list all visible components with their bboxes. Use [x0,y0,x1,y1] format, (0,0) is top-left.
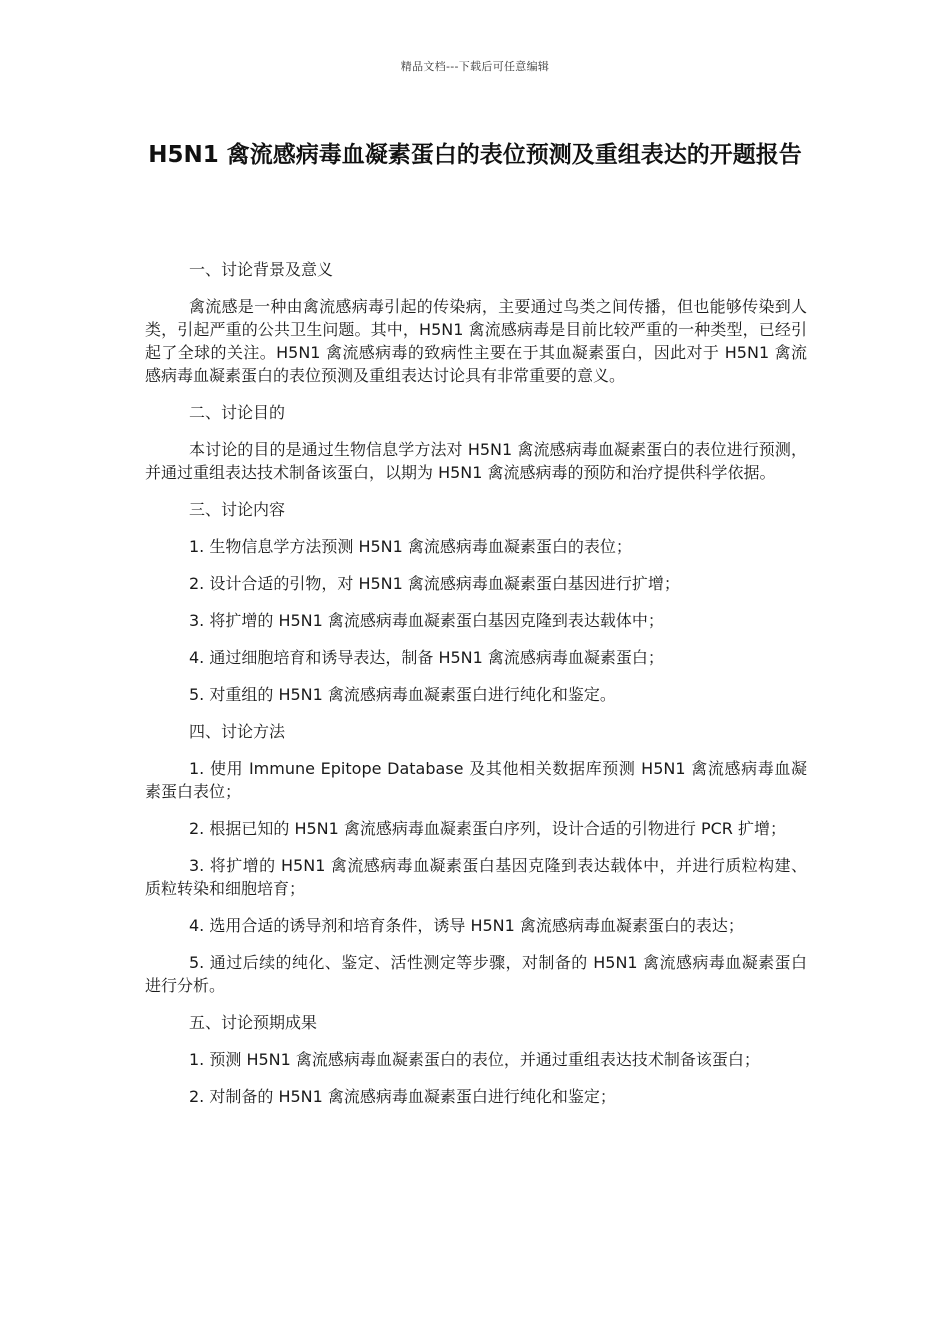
section-heading-outcomes: 五、讨论预期成果 [189,1013,318,1032]
list-item-outcomes-2: 2. 对制备的 H5N1 禽流感病毒血凝素蛋白进行纯化和鉴定； [189,1087,616,1106]
list-item-content-3: 3. 将扩增的 H5N1 禽流感病毒血凝素蛋白基因克隆到表达载体中； [189,611,664,630]
list-item-content-5: 5. 对重组的 H5N1 禽流感病毒血凝素蛋白进行纯化和鉴定。 [189,685,616,704]
section-heading-methods: 四、讨论方法 [189,722,286,741]
paragraph-background: 禽流感是一种由禽流感病毒引起的传染病，主要通过鸟类之间传播，但也能够传染到人类，引起严重的公共卫生问题。其中，H5N1 禽流感病毒是目前比较严重的一种类型，已经引起了全球的关注。H5N1 禽流感病毒的致病性主要在于其血凝素蛋白，因此对于 H5N1 禽流感病毒血凝素蛋白的表位预测及重组表达讨论具有非常重要的意义。 [145,297,807,385]
section-heading-background: 一、讨论背景及意义 [189,260,334,279]
paragraph-purpose: 本讨论的目的是通过生物信息学方法对 H5N1 禽流感病毒血凝素蛋白的表位进行预测，并通过重组表达技术制备该蛋白，以期为 H5N1 禽流感病毒的预防和治疗提供科学依据。 [145,440,807,482]
list-item-methods-5: 5. 通过后续的纯化、鉴定、活性测定等步骤，对制备的 H5N1 禽流感病毒血凝素蛋白进行分析。 [145,953,807,995]
section-heading-purpose: 二、讨论目的 [189,403,286,422]
list-item-outcomes-1: 1. 预测 H5N1 禽流感病毒血凝素蛋白的表位，并通过重组表达技术制备该蛋白； [189,1050,760,1069]
list-item-methods-2: 2. 根据已知的 H5N1 禽流感病毒血凝素蛋白序列，设计合适的引物进行 PCR 扩增； [189,819,786,838]
list-item-content-2: 2. 设计合适的引物，对 H5N1 禽流感病毒血凝素蛋白基因进行扩增； [189,574,680,593]
document-body [145,258,807,1122]
section-heading-content: 三、讨论内容 [189,500,286,519]
list-item-methods-1: 1. 使用 Immune Epitope Database 及其他相关数据库预测 H5N1 禽流感病毒血凝素蛋白表位； [145,759,807,801]
list-item-methods-4: 4. 选用合适的诱导剂和培育条件，诱导 H5N1 禽流感病毒血凝素蛋白的表达； [189,916,744,935]
list-item-content-4: 4. 通过细胞培育和诱导表达，制备 H5N1 禽流感病毒血凝素蛋白； [189,648,664,667]
document-title: H5N1 禽流感病毒血凝素蛋白的表位预测及重组表达的开题报告 [148,142,802,168]
header-note: 精品文档---下载后可任意编辑 [400,60,550,73]
list-item-methods-3: 3. 将扩增的 H5N1 禽流感病毒血凝素蛋白基因克隆到表达载体中，并进行质粒构建、质粒转染和细胞培育； [145,856,807,898]
list-item-content-1: 1. 生物信息学方法预测 H5N1 禽流感病毒血凝素蛋白的表位； [189,537,632,556]
